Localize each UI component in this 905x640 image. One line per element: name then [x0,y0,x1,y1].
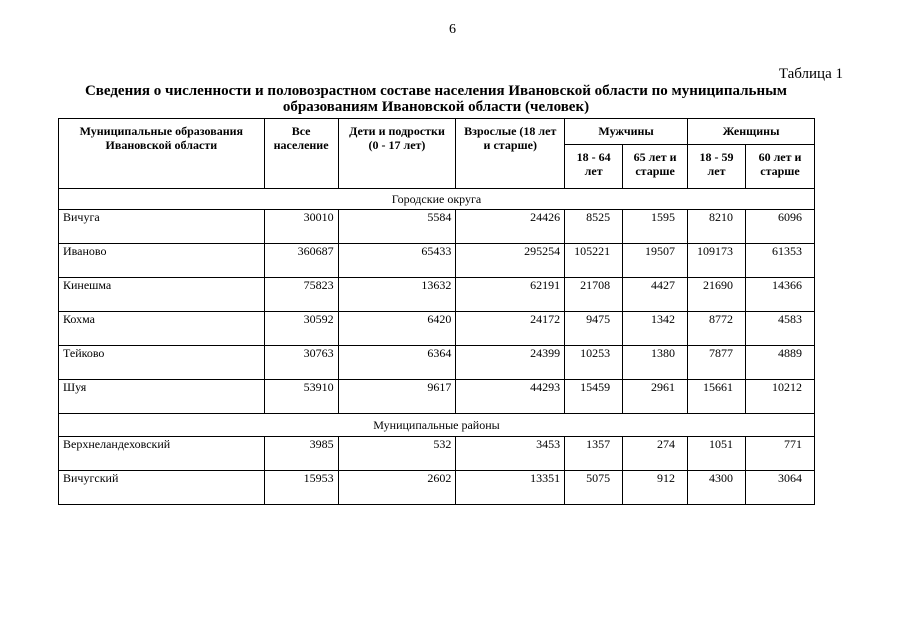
header-men: Мужчины [565,119,688,145]
cell-men-65: 2961 [623,380,688,414]
cell-women-60: 4889 [746,346,815,380]
cell-women-18-59: 21690 [688,278,746,312]
cell-women-18-59: 7877 [688,346,746,380]
cell-men-65: 912 [623,471,688,505]
cell-adults: 24172 [456,312,565,346]
cell-total: 15953 [264,471,338,505]
cell-men-18-64: 10253 [565,346,623,380]
cell-adults: 295254 [456,244,565,278]
cell-women-18-59: 4300 [688,471,746,505]
cell-men-65: 1342 [623,312,688,346]
cell-children: 13632 [338,278,456,312]
section-title: Городские округа [59,189,815,210]
cell-total: 30592 [264,312,338,346]
cell-total: 360687 [264,244,338,278]
cell-children: 532 [338,437,456,471]
municipality-name: Вичугский [59,471,265,505]
cell-total: 75823 [264,278,338,312]
municipality-name: Тейково [59,346,265,380]
header-children: Дети и подростки (0 - 17 лет) [338,119,456,189]
cell-men-18-64: 9475 [565,312,623,346]
cell-men-18-64: 21708 [565,278,623,312]
table-row [59,210,815,244]
municipality-name: Шуя [59,380,265,414]
cell-men-18-64: 15459 [565,380,623,414]
cell-adults: 24399 [456,346,565,380]
cell-women-60: 771 [746,437,815,471]
cell-men-18-64: 8525 [565,210,623,244]
cell-women-60: 6096 [746,210,815,244]
section-row [59,414,815,437]
table-row [59,471,815,505]
cell-women-60: 14366 [746,278,815,312]
cell-total: 30010 [264,210,338,244]
cell-children: 65433 [338,244,456,278]
cell-adults: 3453 [456,437,565,471]
table-row [59,380,815,414]
cell-children: 6364 [338,346,456,380]
cell-total: 30763 [264,346,338,380]
cell-women-18-59: 8772 [688,312,746,346]
header-municipality: Муниципальные образования Ивановской области [59,119,265,189]
cell-children: 2602 [338,471,456,505]
header-men-18-64: 18 - 64 лет [565,145,623,189]
header-men-65-plus: 65 лет и старше [623,145,688,189]
cell-men-65: 19507 [623,244,688,278]
cell-women-60: 10212 [746,380,815,414]
cell-adults: 13351 [456,471,565,505]
cell-total: 53910 [264,380,338,414]
table-row [59,346,815,380]
cell-women-18-59: 8210 [688,210,746,244]
header-adults: Взрослые (18 лет и старше) [456,119,565,189]
cell-women-60: 3064 [746,471,815,505]
table-row [59,244,815,278]
municipality-name: Верхнеландеховский [59,437,265,471]
cell-total: 3985 [264,437,338,471]
table-title: Сведения о численности и половозрастном составе населения Ивановской области по муниципальным образованиям Ивановской области (человек) [84,83,788,115]
table-row [59,278,815,312]
municipality-name: Вичуга [59,210,265,244]
cell-men-18-64: 105221 [565,244,623,278]
cell-women-18-59: 109173 [688,244,746,278]
municipality-name: Кохма [59,312,265,346]
table-label: Таблица 1 [778,66,843,82]
cell-men-65: 1595 [623,210,688,244]
cell-women-60: 4583 [746,312,815,346]
municipality-name: Иваново [59,244,265,278]
cell-women-18-59: 1051 [688,437,746,471]
cell-men-65: 4427 [623,278,688,312]
cell-children: 9617 [338,380,456,414]
cell-men-18-64: 1357 [565,437,623,471]
page-number: 6 [449,22,456,37]
population-table [58,118,815,505]
cell-adults: 24426 [456,210,565,244]
table-row [59,312,815,346]
table-row [59,437,815,471]
cell-women-60: 61353 [746,244,815,278]
header-women-60-plus: 60 лет и старше [746,145,815,189]
header-women: Женщины [688,119,815,145]
header-women-18-59: 18 - 59 лет [688,145,746,189]
cell-men-65: 1380 [623,346,688,380]
cell-men-18-64: 5075 [565,471,623,505]
cell-women-18-59: 15661 [688,380,746,414]
cell-adults: 44293 [456,380,565,414]
header-total: Все население [264,119,338,189]
section-row [59,189,815,210]
cell-children: 5584 [338,210,456,244]
cell-adults: 62191 [456,278,565,312]
section-title: Муниципальные районы [59,414,815,437]
cell-men-65: 274 [623,437,688,471]
municipality-name: Кинешма [59,278,265,312]
cell-children: 6420 [338,312,456,346]
